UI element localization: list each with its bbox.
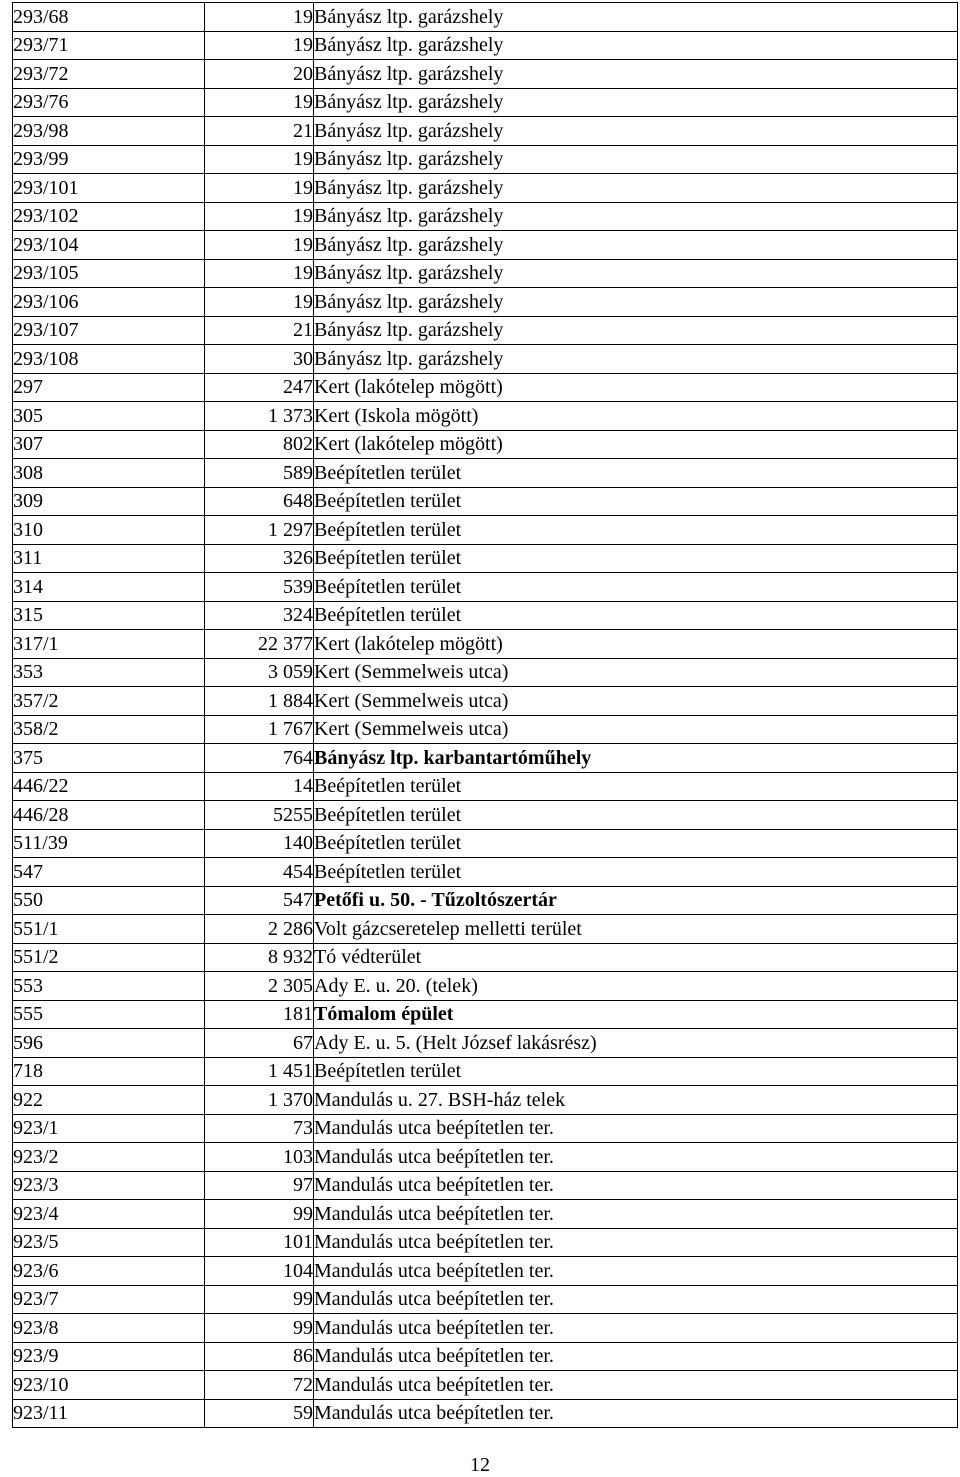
area-cell: 140	[205, 829, 314, 858]
parcel-number-cell: 308	[13, 459, 205, 488]
description-cell: Mandulás utca beépítetlen ter.	[314, 1342, 958, 1371]
table-row	[13, 60, 958, 89]
description-cell: Kert (Semmelweis utca)	[314, 687, 958, 716]
table-row	[13, 1029, 958, 1058]
area-cell: 73	[205, 1114, 314, 1143]
area-cell: 247	[205, 373, 314, 402]
description-cell: Mandulás utca beépítetlen ter.	[314, 1285, 958, 1314]
table-row	[13, 972, 958, 1001]
table-row	[13, 858, 958, 887]
table-row	[13, 801, 958, 830]
parcel-number-cell: 511/39	[13, 829, 205, 858]
parcel-number-cell: 310	[13, 516, 205, 545]
table-row	[13, 459, 958, 488]
parcel-number-cell: 293/108	[13, 345, 205, 374]
parcel-number-cell: 293/101	[13, 174, 205, 203]
table-row	[13, 1371, 958, 1400]
table-row	[13, 373, 958, 402]
parcel-number-cell: 305	[13, 402, 205, 431]
description-cell: Bányász ltp. garázshely	[314, 174, 958, 203]
area-cell: 1 767	[205, 715, 314, 744]
table-row	[13, 1086, 958, 1115]
parcel-number-cell: 551/1	[13, 915, 205, 944]
description-cell: Mandulás utca beépítetlen ter.	[314, 1171, 958, 1200]
parcel-number-cell: 553	[13, 972, 205, 1001]
area-cell: 19	[205, 259, 314, 288]
table-row	[13, 117, 958, 146]
table-row	[13, 715, 958, 744]
description-cell: Mandulás utca beépítetlen ter.	[314, 1314, 958, 1343]
table-row	[13, 174, 958, 203]
description-cell: Beépítetlen terület	[314, 544, 958, 573]
area-cell: 97	[205, 1171, 314, 1200]
description-cell: Kert (lakótelep mögött)	[314, 430, 958, 459]
area-cell: 99	[205, 1285, 314, 1314]
table-row	[13, 345, 958, 374]
parcel-number-cell: 293/72	[13, 60, 205, 89]
area-cell: 19	[205, 88, 314, 117]
area-cell: 5255	[205, 801, 314, 830]
parcel-number-cell: 353	[13, 658, 205, 687]
description-cell: Mandulás utca beépítetlen ter.	[314, 1200, 958, 1229]
parcel-number-cell: 309	[13, 487, 205, 516]
description-cell: Tó védterület	[314, 943, 958, 972]
description-cell: Mandulás utca beépítetlen ter.	[314, 1143, 958, 1172]
description-cell: Ady E. u. 5. (Helt József lakásrész)	[314, 1029, 958, 1058]
table-row	[13, 1399, 958, 1428]
description-cell: Kert (Iskola mögött)	[314, 402, 958, 431]
description-cell: Bányász ltp. garázshely	[314, 88, 958, 117]
area-cell: 589	[205, 459, 314, 488]
parcel-number-cell: 555	[13, 1000, 205, 1029]
table-row	[13, 1257, 958, 1286]
table-row	[13, 288, 958, 317]
table-row	[13, 630, 958, 659]
table-row	[13, 886, 958, 915]
description-cell: Ady E. u. 20. (telek)	[314, 972, 958, 1001]
area-cell: 67	[205, 1029, 314, 1058]
description-cell: Mandulás utca beépítetlen ter.	[314, 1228, 958, 1257]
area-cell: 326	[205, 544, 314, 573]
description-cell: Mandulás utca beépítetlen ter.	[314, 1114, 958, 1143]
description-cell: Beépítetlen terület	[314, 573, 958, 602]
area-cell: 539	[205, 573, 314, 602]
area-cell: 21	[205, 117, 314, 146]
description-cell: Beépítetlen terület	[314, 829, 958, 858]
table-row	[13, 516, 958, 545]
description-cell: Petőfi u. 50. - Tűzoltószertár	[314, 886, 958, 915]
parcel-number-cell: 547	[13, 858, 205, 887]
table-row	[13, 430, 958, 459]
table-row	[13, 1314, 958, 1343]
parcel-number-cell: 923/1	[13, 1114, 205, 1143]
area-cell: 19	[205, 145, 314, 174]
table-row	[13, 772, 958, 801]
description-cell: Mandulás utca beépítetlen ter.	[314, 1371, 958, 1400]
area-cell: 99	[205, 1314, 314, 1343]
parcel-number-cell: 317/1	[13, 630, 205, 659]
parcel-number-cell: 357/2	[13, 687, 205, 716]
description-cell: Kert (lakótelep mögött)	[314, 373, 958, 402]
description-cell: Bányász ltp. garázshely	[314, 288, 958, 317]
table-row	[13, 1228, 958, 1257]
table-row	[13, 316, 958, 345]
page-number: 12	[470, 1454, 490, 1476]
description-cell: Kert (Semmelweis utca)	[314, 715, 958, 744]
parcel-number-cell: 923/10	[13, 1371, 205, 1400]
table-row	[13, 544, 958, 573]
table-row	[13, 1285, 958, 1314]
parcel-number-cell: 293/99	[13, 145, 205, 174]
area-cell: 2 286	[205, 915, 314, 944]
parcel-number-cell: 311	[13, 544, 205, 573]
area-cell: 2 305	[205, 972, 314, 1001]
parcel-number-cell: 551/2	[13, 943, 205, 972]
area-cell: 8 932	[205, 943, 314, 972]
table-row	[13, 1000, 958, 1029]
parcel-number-cell: 293/106	[13, 288, 205, 317]
area-cell: 19	[205, 231, 314, 260]
parcel-number-cell: 315	[13, 601, 205, 630]
parcel-number-cell: 923/5	[13, 1228, 205, 1257]
area-cell: 103	[205, 1143, 314, 1172]
parcel-number-cell: 923/7	[13, 1285, 205, 1314]
area-cell: 22 377	[205, 630, 314, 659]
table-row	[13, 1342, 958, 1371]
table-row	[13, 1171, 958, 1200]
table-row	[13, 1114, 958, 1143]
description-cell: Tómalom épület	[314, 1000, 958, 1029]
table-row	[13, 1057, 958, 1086]
table-row	[13, 687, 958, 716]
area-cell: 19	[205, 3, 314, 32]
area-cell: 19	[205, 31, 314, 60]
area-cell: 1 297	[205, 516, 314, 545]
table-row	[13, 88, 958, 117]
table-row	[13, 744, 958, 773]
description-cell: Mandulás u. 27. BSH-ház telek	[314, 1086, 958, 1115]
table-row	[13, 1200, 958, 1229]
area-cell: 454	[205, 858, 314, 887]
description-cell: Mandulás utca beépítetlen ter.	[314, 1399, 958, 1428]
description-cell: Bányász ltp. garázshely	[314, 259, 958, 288]
table-row	[13, 3, 958, 32]
description-cell: Beépítetlen terület	[314, 801, 958, 830]
description-cell: Bányász ltp. garázshely	[314, 345, 958, 374]
area-cell: 181	[205, 1000, 314, 1029]
table-row	[13, 259, 958, 288]
description-cell: Bányász ltp. garázshely	[314, 3, 958, 32]
description-cell: Kert (lakótelep mögött)	[314, 630, 958, 659]
description-cell: Bányász ltp. garázshely	[314, 31, 958, 60]
parcel-number-cell: 922	[13, 1086, 205, 1115]
table-row	[13, 915, 958, 944]
description-cell: Beépítetlen terület	[314, 601, 958, 630]
area-cell: 72	[205, 1371, 314, 1400]
parcel-number-cell: 293/105	[13, 259, 205, 288]
table-row	[13, 145, 958, 174]
parcel-number-cell: 293/76	[13, 88, 205, 117]
parcel-number-cell: 297	[13, 373, 205, 402]
parcel-number-cell: 923/4	[13, 1200, 205, 1229]
area-cell: 1 451	[205, 1057, 314, 1086]
parcel-number-cell: 293/98	[13, 117, 205, 146]
description-cell: Beépítetlen terület	[314, 487, 958, 516]
area-cell: 1 370	[205, 1086, 314, 1115]
table-row	[13, 31, 958, 60]
parcel-number-cell: 923/6	[13, 1257, 205, 1286]
area-cell: 1 373	[205, 402, 314, 431]
parcel-number-cell: 446/28	[13, 801, 205, 830]
parcel-number-cell: 293/102	[13, 202, 205, 231]
table-row	[13, 943, 958, 972]
table-row	[13, 487, 958, 516]
area-cell: 19	[205, 202, 314, 231]
area-cell: 3 059	[205, 658, 314, 687]
parcel-number-cell: 596	[13, 1029, 205, 1058]
parcel-number-cell: 293/104	[13, 231, 205, 260]
area-cell: 104	[205, 1257, 314, 1286]
parcel-number-cell: 923/3	[13, 1171, 205, 1200]
table-row	[13, 573, 958, 602]
parcel-number-cell: 314	[13, 573, 205, 602]
description-cell: Bányász ltp. garázshely	[314, 60, 958, 89]
area-cell: 764	[205, 744, 314, 773]
table-row	[13, 601, 958, 630]
area-cell: 21	[205, 316, 314, 345]
table-row	[13, 231, 958, 260]
parcel-number-cell: 293/68	[13, 3, 205, 32]
area-cell: 101	[205, 1228, 314, 1257]
parcel-number-cell: 923/11	[13, 1399, 205, 1428]
parcel-number-cell: 375	[13, 744, 205, 773]
area-cell: 86	[205, 1342, 314, 1371]
parcel-number-cell: 293/107	[13, 316, 205, 345]
area-cell: 19	[205, 288, 314, 317]
area-cell: 20	[205, 60, 314, 89]
parcel-number-cell: 923/2	[13, 1143, 205, 1172]
area-cell: 19	[205, 174, 314, 203]
parcel-number-cell: 923/9	[13, 1342, 205, 1371]
parcel-number-cell: 923/8	[13, 1314, 205, 1343]
parcel-table	[12, 2, 958, 1428]
description-cell: Beépítetlen terület	[314, 858, 958, 887]
description-cell: Beépítetlen terület	[314, 459, 958, 488]
area-cell: 648	[205, 487, 314, 516]
description-cell: Beépítetlen terület	[314, 1057, 958, 1086]
area-cell: 324	[205, 601, 314, 630]
area-cell: 1 884	[205, 687, 314, 716]
table-row	[13, 402, 958, 431]
area-cell: 59	[205, 1399, 314, 1428]
description-cell: Bányász ltp. garázshely	[314, 202, 958, 231]
description-cell: Kert (Semmelweis utca)	[314, 658, 958, 687]
parcel-number-cell: 550	[13, 886, 205, 915]
description-cell: Bányász ltp. garázshely	[314, 316, 958, 345]
description-cell: Bányász ltp. garázshely	[314, 231, 958, 260]
table-row	[13, 658, 958, 687]
description-cell: Volt gázcseretelep melletti terület	[314, 915, 958, 944]
parcel-number-cell: 307	[13, 430, 205, 459]
description-cell: Beépítetlen terület	[314, 516, 958, 545]
description-cell: Mandulás utca beépítetlen ter.	[314, 1257, 958, 1286]
parcel-number-cell: 293/71	[13, 31, 205, 60]
parcel-number-cell: 358/2	[13, 715, 205, 744]
parcel-number-cell: 718	[13, 1057, 205, 1086]
description-cell: Beépítetlen terület	[314, 772, 958, 801]
area-cell: 547	[205, 886, 314, 915]
description-cell: Bányász ltp. karbantartóműhely	[314, 744, 958, 773]
table-row	[13, 829, 958, 858]
area-cell: 99	[205, 1200, 314, 1229]
description-cell: Bányász ltp. garázshely	[314, 117, 958, 146]
parcel-table-body	[13, 3, 958, 1428]
table-row	[13, 1143, 958, 1172]
description-cell: Bányász ltp. garázshely	[314, 145, 958, 174]
area-cell: 802	[205, 430, 314, 459]
area-cell: 14	[205, 772, 314, 801]
table-row	[13, 202, 958, 231]
area-cell: 30	[205, 345, 314, 374]
parcel-number-cell: 446/22	[13, 772, 205, 801]
